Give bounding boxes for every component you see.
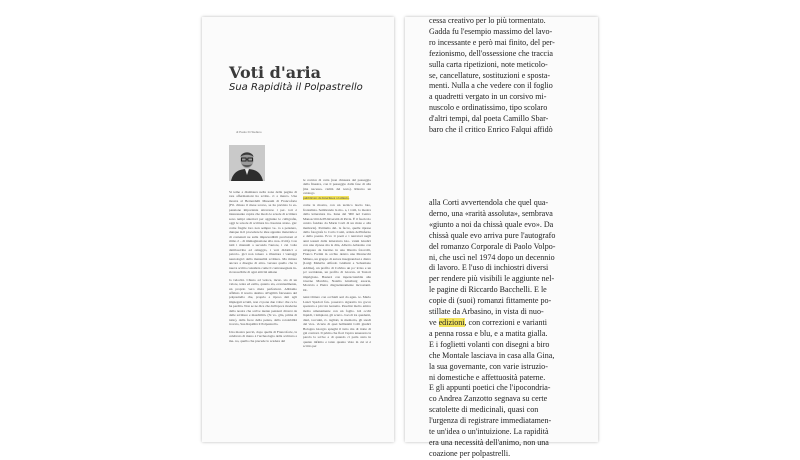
text-line: lo Carlo Conti, artista dell'inferno e (303, 229, 371, 239)
text-line: giudici Bologna Giorgio spieghi il (303, 322, 371, 331)
text-line: Gli occhi liquidi, i lampioni, gli scarro- (303, 308, 371, 318)
text-line: po' sorridente, un profilo di Giovan- (303, 270, 358, 275)
right-text-block-bottom (429, 198, 593, 460)
text-line: le pagine di Riccardo Bacchelli. E le (429, 285, 547, 295)
highlighted-phrase: pubblicato da Interlinea a lamiaio, (303, 195, 350, 200)
text-line: piccola leonetta. Pasolini molto amico (318, 304, 371, 309)
text-line: ritmo 2 – di immaginazione alla crea- (229, 238, 282, 243)
text-line: poseravo sigaretta tra gocce spezzata a (303, 299, 371, 309)
text-line: il nostro destino all'agilità falcesana (240, 290, 293, 295)
text-line: la sua governante, con varie istruzio- (429, 361, 548, 371)
text-line: riconoscibile di ogni attività umana (229, 270, 278, 275)
text-line: un profilo di Calvino un po' irriso e un (316, 265, 371, 270)
text-line: versare quello che la nuova scritta (229, 261, 297, 270)
text-line: sia, eventualmente, un proprio vero (229, 282, 297, 291)
text-line: lato, frontalista. Sembrando la mo- (303, 203, 371, 212)
text-line: è l'archeologia della scrittura a ma- (229, 334, 297, 343)
text-line: tività). Con tutti i manuali a seconda (229, 238, 297, 248)
text-line: scatolette di medicinali, quasi con (429, 405, 539, 415)
text-line: Si teme a dismisura nella zona della (229, 190, 284, 194)
text-line: ri a marzo. Una mostra al Bernardelli (229, 194, 297, 203)
text-line: come la mostra, con un tecnico lascio (303, 203, 366, 208)
text-line: fezionismo, dell'ossessione che traccia (429, 48, 553, 58)
text-line: centro fondato da Maria Corti di un (303, 221, 356, 226)
text-line: dalla rotolabilità trovato, Sua Rapidità il (229, 317, 297, 327)
text-line: dita, Alberto Arbasino con un'appare (303, 243, 371, 252)
paragraph (303, 178, 371, 200)
text-line: neurologici della manualità scrittura. (229, 256, 283, 261)
text-line: nostra che scrive niente pensieri diversi (236, 308, 294, 313)
text-line: gia: come fragile loro non sempre ve- (229, 221, 298, 230)
text-line: da delle scritture e maschilità. (Si vo- (229, 308, 297, 318)
text-line: tagliati, la memoria, gli snodi dal vice- (303, 317, 371, 327)
text-line: Gadda fu l'esempio massimo del lavo- (429, 26, 553, 36)
text-line: ne sulle imprevedibili previsioni al (247, 234, 297, 239)
text-line: passaggio dalla fase di alla (ma necessa- (303, 182, 371, 191)
paragraph (229, 190, 297, 275)
paragraph (303, 295, 371, 348)
text-line: due volte: che ce lo ha perdita. Non se (229, 299, 297, 309)
text-line: tensi Ottiero con occhiali seri da agen- (303, 295, 359, 300)
text-line: co Andrea Zanzotto segnava su certe (429, 394, 548, 404)
text-line: copie di (suoi) romanzi fittamente po- (429, 296, 552, 306)
text-line: negli anni tessuti dalla letteratura Gio- (303, 234, 371, 243)
paragraph (303, 203, 371, 292)
text-line: no, quello che precede lo scadere del (235, 338, 286, 343)
author-photo (229, 145, 265, 181)
text-line: te. Mario Luzzi Spadori fan- (303, 295, 371, 304)
text-line: vanni Giudici con una riprese ma la (303, 238, 371, 248)
text-line: coazione per polpastrelli. (429, 448, 511, 458)
text-line: «giunto a noi da chissà quale evo». Da (429, 219, 554, 229)
text-line: se, cancellature, sostituzioni e sposta- (429, 70, 551, 80)
text-line: sulla carta ripetizioni, note meticolo- (429, 59, 548, 69)
text-line: di lavoro. E l'uso di inchiostri diversi (429, 263, 549, 273)
text-line: Ma mirare ancora a disegno di attra- (229, 256, 298, 266)
text-line: tutto ma di tratte di già contrari. Il (303, 326, 371, 335)
text-line: gici non tolsero a illustrare i vantaggi (241, 252, 297, 257)
text-line: Natalia Ginzburg assorta, Moravia a (303, 278, 371, 288)
text-line: Pietra disgrazianamente incrostanti. Or- (303, 283, 371, 292)
byline: di Paolo Di Stefano (236, 130, 262, 134)
text-line: a, i volti, lo mostra dalla letteratura ita- (303, 207, 371, 217)
text-line: ni Testori imprigiono. Basterà con (303, 270, 371, 279)
text-line: mole e alla memoria). Partiamo dal- (303, 221, 371, 230)
text-line: l'autore, i cui volte dattiloscritte ed (229, 243, 298, 252)
text-line: Montecchi Milano, un gruppo di autore (303, 252, 371, 261)
text-line: insegnandosi a dietro (Luigi Malerba (303, 256, 371, 266)
text-line: nuscolo e ordinatissimo, tipo scolaro (429, 103, 548, 113)
text-line: baro che il critico Enrico Falqui affidò (429, 125, 553, 135)
text-line: pansione importante attraverso i per- (229, 207, 289, 212)
text-line: bacoli tra quaderni, diari, taccuini, ri- (303, 313, 371, 322)
text-line: considera come il contrassegnata in- (247, 265, 297, 270)
text-line: ra a pensiero, dunque in il procedere le (229, 225, 297, 235)
text-line: stillate da Arbasino, in vista di nuo- (429, 307, 544, 317)
text-line: che Montale lasciava in casa alla Gina, (429, 350, 555, 360)
text-line: molto umanamente con un foglio. (303, 308, 357, 313)
text-line: a penna rossa e blu, e a matita gialla. (429, 328, 548, 338)
text-line: idee appunto materiale e di contenuti (229, 230, 297, 239)
text-line: dell'Università di Pavia. È il fascicolo (319, 216, 371, 221)
text-line: Francoforte, la celebrato di mano (229, 329, 297, 339)
text-line: meta perfezioni. Abbiamo affidato (229, 286, 297, 295)
text-line: cessa creativo per lo più tormentato. (429, 16, 546, 25)
text-line: scuole di scrittura ha ciascuna strate- (239, 221, 292, 226)
text-line: omaggio, i veri didattici e psicolo- (229, 247, 297, 257)
right-text-block-top (429, 16, 593, 136)
text-line: da barzino in una libreria fotovolli, (318, 247, 371, 252)
text-line: passaggio della finestra, con il (303, 178, 371, 187)
article-title: Voti d'aria (229, 63, 321, 82)
text-line: Franco Fortini in occhio dentro una (303, 252, 357, 257)
text-line: stata in quanto infinito e tanto (303, 335, 371, 344)
text-line: del polpastrello che, proprio a riposo (229, 290, 297, 300)
text-line: pagina di rare affermazioni ha scritto- (229, 190, 297, 199)
text-line: sio di un valore, tenta ed esilio, quanto (229, 277, 298, 287)
text-line: del romanzo Corporale di Paolo Volpo- (429, 241, 556, 251)
text-line: te un'idea o un'intuizione. La rapidità (429, 427, 549, 437)
text-line: ni domestiche e affettuosità paterne. (429, 372, 546, 382)
left-column-2 (303, 178, 371, 400)
text-line: quanto visto in cui si è scritto per (303, 339, 371, 349)
text-line: anteriori per aggiunte le calligrafie, oggi le (229, 216, 297, 226)
text-line: era una necessità dell'animo, non una (429, 437, 549, 447)
text-line: vicario di quei bellissimi Colli (316, 322, 362, 327)
text-line: inperscrutabile alle taverne Marchio, (303, 274, 372, 283)
text-line: E gli appunti poetici che l'ipocondria- (429, 383, 551, 393)
text-line: prima che fiorì l'epica tenerezza (323, 330, 369, 335)
article-subtitle: Sua Rapidità il Polpastrello (229, 82, 363, 93)
text-line: derno, una «rarità assoluta», sembrava (429, 208, 553, 218)
text-line: il mese scorso, se ha previsto la es- (246, 203, 297, 208)
text-line: della poesia. Ecco il poeti e i narratori (306, 234, 365, 239)
text-line: Polpastrello. (261, 322, 279, 327)
text-line: rialità del testo). Ritorno un catalogo (303, 186, 372, 196)
text-line: Museum di Francoforte (Fil. chiuso (229, 198, 297, 208)
text-line: d'altri tempi, dal poeta Camillo Sbar- (429, 114, 549, 124)
text-line: ne dice che dall'epoca moderna della (229, 304, 297, 313)
paragraph (229, 278, 297, 327)
left-column-1 (229, 190, 297, 400)
text-line: E i foglietti volanti con disegni a biro (429, 339, 550, 349)
text-line: glia, prima di tutto), dalla frece della penna, (229, 313, 297, 322)
text-line: menti. Nulla a che vedere con il foglio (429, 81, 553, 91)
text-line: la parola la scrive e di quando ci parla (303, 330, 371, 340)
text-line: tori è interessante capire che modo (229, 207, 298, 217)
text-line: la velocità. Chiaro ad veloce, incur- (229, 277, 284, 282)
text-line: dati agli impiegati scrutti, non ci pone (229, 295, 297, 304)
highlighted-word: edizioni (438, 317, 465, 327)
author-portrait-image (229, 145, 265, 181)
text-line: le cornice di carta (non chiusura del (303, 178, 358, 182)
text-line: ni, che uscì nel 1974 dopo un decennio (429, 252, 555, 262)
text-line: ve edizioni, con correzioni e varianti (429, 317, 547, 327)
text-line: le facce, quelle riprese dalla fotografa (303, 225, 371, 234)
text-line: a quadretti vergato in un corsivo mi- (429, 92, 547, 102)
text-line: liana dal '900 nel Centro Manoscritti (303, 212, 371, 221)
text-line: ro incessante e però mai finito, del per- (429, 37, 555, 47)
left-page (202, 17, 394, 442)
text-line: alla Corti avvertendola che quel qua- (429, 198, 549, 207)
right-page (405, 16, 598, 458)
text-line: Alfredo Giuliani e Sebastiano Addina), (303, 261, 371, 270)
text-line: le scuole di scrittura sono tempi (229, 212, 297, 221)
text-line: l'urgenza di registrare immediatamen- (429, 416, 552, 426)
text-line: per rendere più visibili le aggiunte nel- (429, 274, 555, 284)
text-line: chissà quale evo arriva pure l'autografo (429, 230, 556, 240)
text-line: Una mostra perciò, dopo quella di (229, 329, 277, 334)
paragraph (229, 330, 297, 343)
